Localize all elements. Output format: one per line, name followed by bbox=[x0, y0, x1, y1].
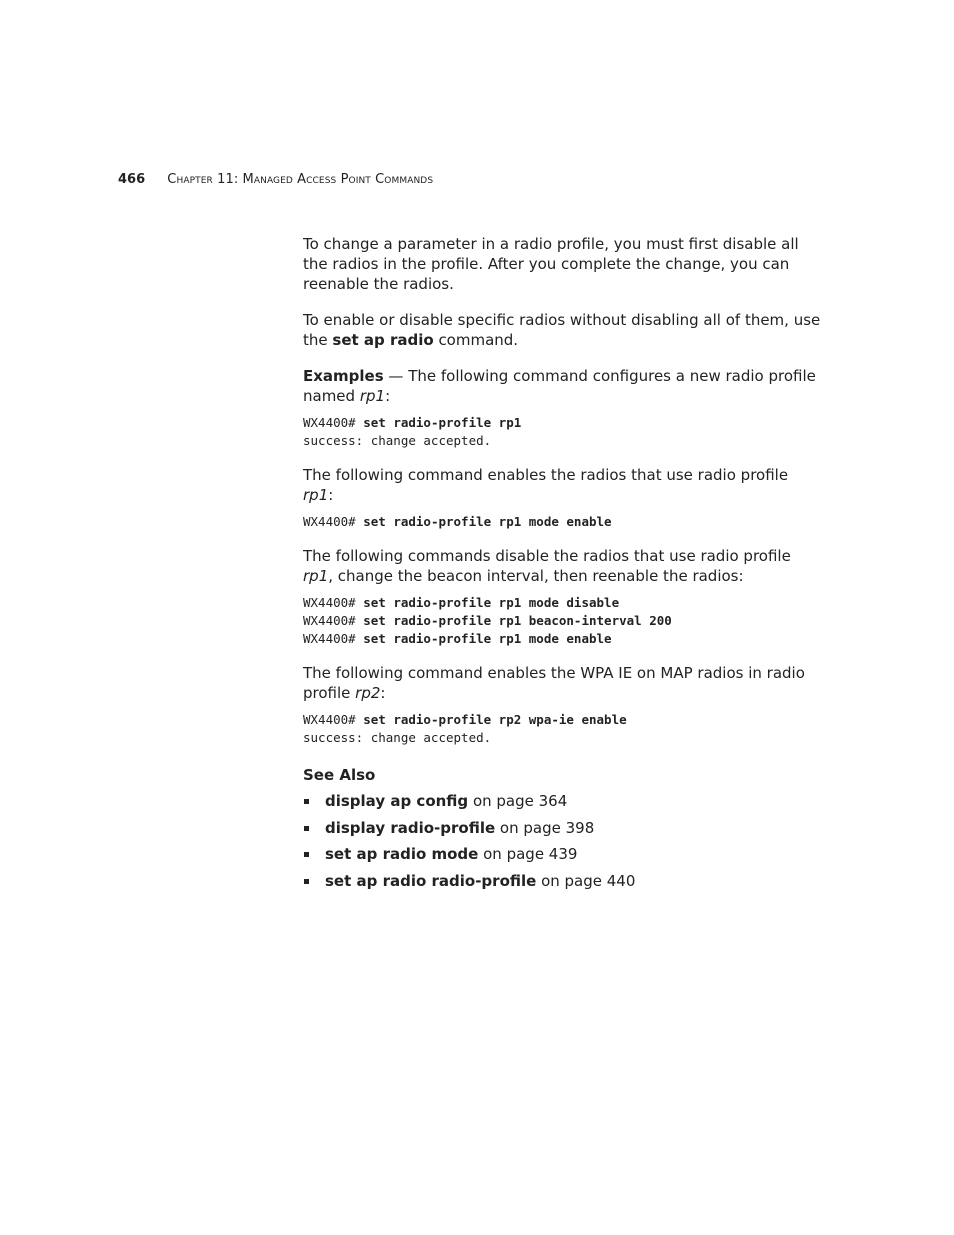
paragraph-text: command. bbox=[433, 331, 519, 349]
paragraph-text: The following commands disable the radios that use radio profile bbox=[303, 547, 791, 565]
punctuation: : bbox=[385, 387, 391, 405]
see-also-page: on page 364 bbox=[468, 792, 568, 810]
page-header bbox=[118, 171, 433, 189]
code-block-wpa-ie bbox=[303, 711, 823, 747]
profile-name: rp1 bbox=[303, 486, 329, 504]
paragraph-wpa-ie bbox=[303, 663, 823, 703]
profile-name: rp1 bbox=[359, 387, 386, 405]
paragraph-change-parameter bbox=[303, 234, 823, 294]
see-also-page: on page 439 bbox=[478, 845, 578, 863]
code-block-enable-radios bbox=[303, 513, 823, 531]
bullet-square-icon bbox=[304, 826, 309, 831]
bullet-square-icon bbox=[304, 852, 309, 857]
see-also-command: display radio-profile bbox=[325, 818, 496, 837]
cli-prompt: WX4400# bbox=[303, 631, 364, 646]
cli-output: success: change accepted. bbox=[303, 433, 492, 448]
cli-command: set radio-profile rp1 mode disable bbox=[363, 595, 620, 610]
cli-prompt: WX4400# bbox=[303, 712, 364, 727]
paragraph-text: The following command enables the WPA IE on MAP radios in radio profile bbox=[303, 664, 805, 702]
see-also-item[interactable] bbox=[303, 818, 823, 838]
paragraph-text: To enable or disable specific radios without disabling all of them, use the bbox=[303, 311, 821, 349]
paragraph-examples bbox=[303, 366, 823, 406]
punctuation: : bbox=[328, 486, 334, 504]
cli-command: set radio-profile rp2 wpa-ie enable bbox=[363, 712, 627, 727]
see-also-command: set ap radio mode bbox=[325, 845, 479, 863]
page-number: 466 bbox=[118, 172, 146, 187]
profile-name: rp1 bbox=[303, 567, 329, 585]
cli-prompt: WX4400# bbox=[303, 514, 364, 529]
see-also-command: set ap radio radio-profile bbox=[325, 871, 537, 890]
see-also-page: on page 440 bbox=[536, 871, 636, 890]
see-also-heading: See Also bbox=[303, 766, 376, 784]
command-reference: set ap radio bbox=[332, 331, 434, 349]
paragraph-text: The following command enables the radios that use radio profile bbox=[303, 466, 789, 484]
see-also-list bbox=[303, 791, 823, 891]
cli-command: set radio-profile rp1 mode enable bbox=[363, 514, 612, 529]
paragraph-disable-radios bbox=[303, 546, 823, 586]
cli-command: set radio-profile rp1 beacon-interval 200 bbox=[363, 613, 672, 628]
cli-prompt: WX4400# bbox=[303, 415, 364, 430]
paragraph-text: To change a parameter in a radio profile, you must first disable all the radios in the profile. After you complete the change, you can reenable the radios. bbox=[303, 235, 799, 293]
code-block-create-profile bbox=[303, 414, 823, 450]
cli-output: success: change accepted. bbox=[303, 730, 492, 745]
see-also-item[interactable] bbox=[303, 791, 823, 811]
see-also-item[interactable] bbox=[303, 844, 823, 864]
cli-prompt: WX4400# bbox=[303, 613, 364, 628]
page-body bbox=[303, 234, 823, 897]
see-also-page: on page 398 bbox=[495, 818, 595, 837]
paragraph-enable-radios bbox=[303, 465, 823, 505]
profile-name: rp2 bbox=[355, 684, 381, 702]
see-also-command: display ap config bbox=[325, 792, 469, 810]
bullet-square-icon bbox=[304, 879, 309, 884]
see-also-item[interactable] bbox=[303, 871, 823, 891]
bullet-square-icon bbox=[304, 799, 309, 804]
paragraph-text: , change the beacon interval, then reenable the radios: bbox=[328, 567, 744, 585]
chapter-title: Chapter 11: Managed Access Point Commands bbox=[167, 172, 434, 187]
cli-command: set radio-profile rp1 bbox=[363, 415, 522, 430]
examples-label: Examples bbox=[303, 367, 384, 385]
cli-command: set radio-profile rp1 mode enable bbox=[363, 631, 612, 646]
paragraph-enable-specific-radios bbox=[303, 310, 823, 350]
code-block-beacon-interval bbox=[303, 594, 823, 648]
cli-prompt: WX4400# bbox=[303, 595, 364, 610]
punctuation: : bbox=[380, 684, 386, 702]
paragraph-text: — The following command configures a new radio profile named bbox=[303, 367, 816, 405]
